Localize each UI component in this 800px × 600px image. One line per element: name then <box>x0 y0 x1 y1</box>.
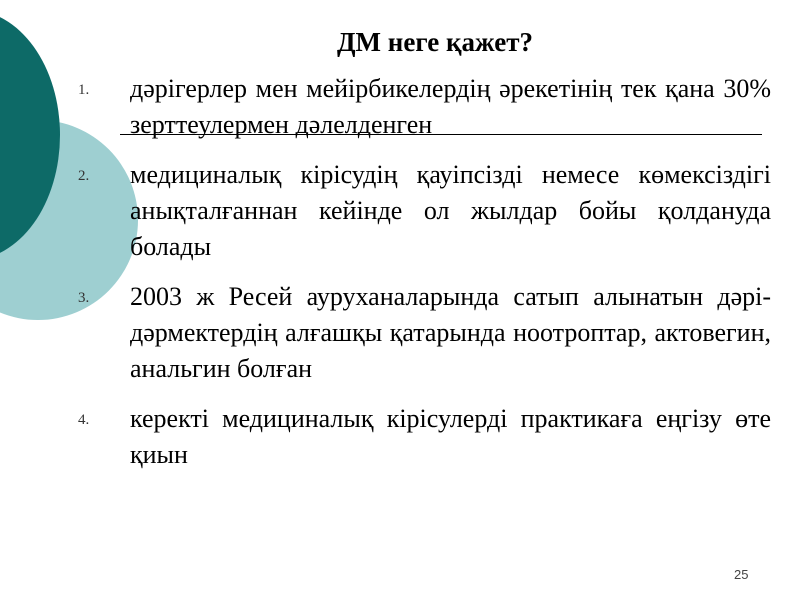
page-number: 25 <box>734 567 749 582</box>
list-item <box>78 157 771 265</box>
list-item-text: дәрігерлер мен мейірбикелердің әрекетінің тек қана 30% зерттеулермен дәлелденген <box>130 74 771 139</box>
list-item <box>78 71 771 143</box>
horizontal-rule <box>120 134 762 135</box>
list-item-text: керекті медициналық кірісулерді практикаға еңгізу өте қиын <box>130 404 771 469</box>
list-item-number: 3. <box>78 290 90 306</box>
list-item <box>78 401 771 473</box>
list-item-number: 2. <box>78 168 90 184</box>
list-item-text: медициналық кірісудің қауіпсізді немесе көмексіздігі анықталғаннан кейінде ол жылдар бойы қолдануда болады <box>130 160 771 261</box>
list-item <box>78 279 771 387</box>
list-item-number: 1. <box>78 82 90 98</box>
slide-title: ДМ неге қажет? <box>336 27 533 57</box>
list-item-text: 2003 ж Ресей ауруханаларында сатып алынатын дәрі-дәрмектердің алғашқы қатарында ноотроптар, актовегин, анальгин болған <box>130 282 771 383</box>
list-item-number: 4. <box>78 412 90 428</box>
